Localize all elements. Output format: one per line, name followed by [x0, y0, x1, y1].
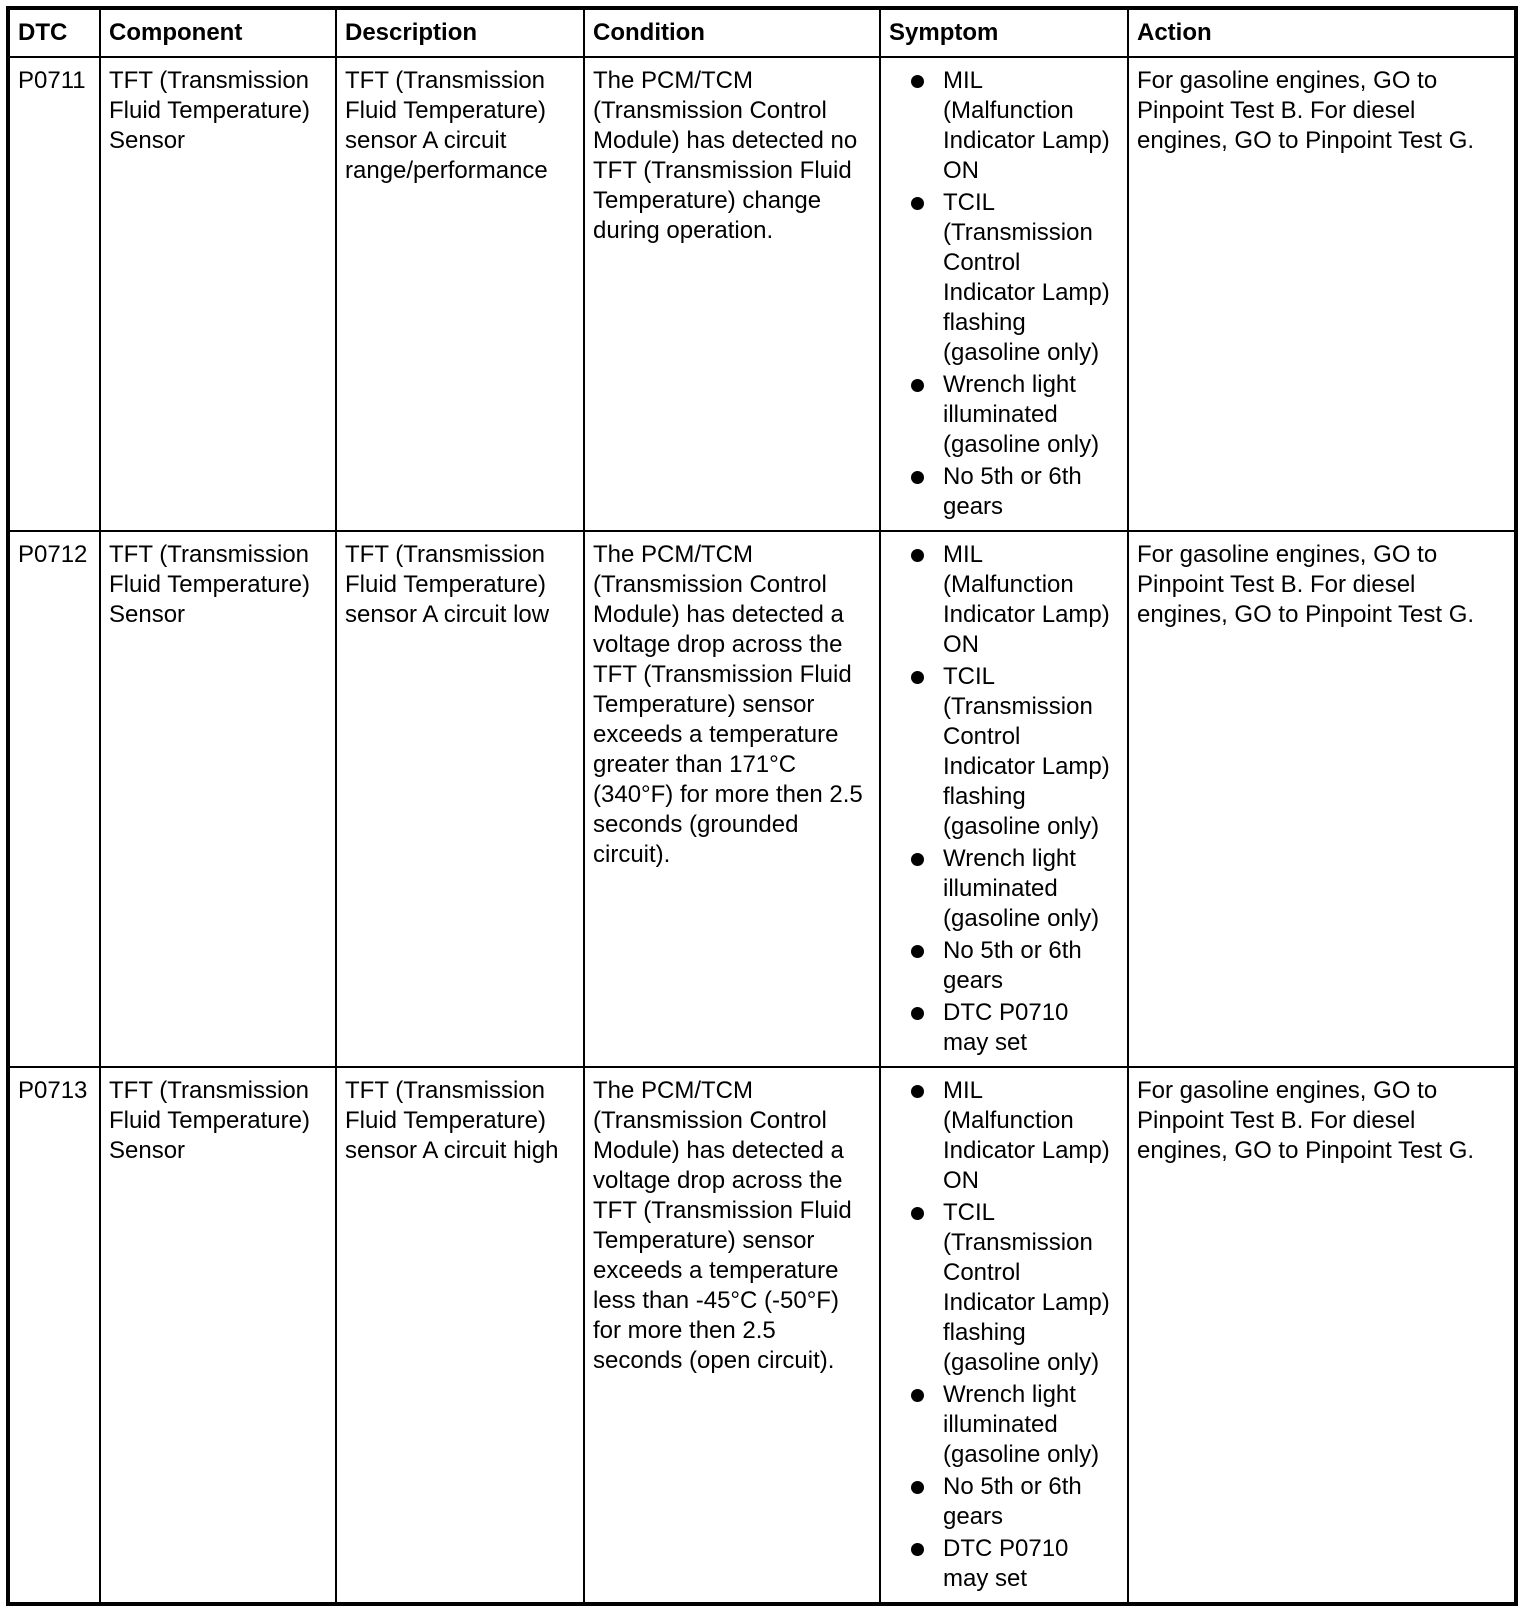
header-description: Description: [336, 8, 584, 57]
bullet-icon: [911, 945, 924, 958]
component-cell: TFT (Transmission Fluid Temperature) Sensor: [100, 57, 336, 531]
action-cell: For gasoline engines, GO to Pinpoint Test B. For diesel engines, GO to Pinpoint Test G.: [1128, 1067, 1516, 1604]
symptom-cell: [880, 531, 1128, 1067]
symptom-text: DTC P0710 may set: [943, 1535, 1069, 1592]
bullet-icon: [911, 1543, 924, 1556]
symptom-text: TCIL (Transmission Control Indicator Lamp) flashing (gasoline only): [943, 1199, 1110, 1376]
bullet-icon: [911, 1007, 924, 1020]
bullet-icon: [911, 1389, 924, 1402]
dtc-code: P0713: [8, 1067, 100, 1604]
bullet-icon: [911, 853, 924, 866]
symptom-item: [889, 1380, 1119, 1470]
symptom-item: [889, 1198, 1119, 1378]
symptom-text: No 5th or 6th gears: [943, 937, 1082, 994]
component-cell: TFT (Transmission Fluid Temperature) Sensor: [100, 531, 336, 1067]
document-page: [6, 6, 1514, 1606]
symptom-list: [889, 66, 1119, 522]
symptom-text: Wrench light illuminated (gasoline only): [943, 1381, 1100, 1468]
symptom-list: [889, 1076, 1119, 1594]
symptom-text: DTC P0710 may set: [943, 999, 1069, 1056]
condition-cell: The PCM/TCM (Transmission Control Module) has detected a voltage drop across the TFT (Transmission Fluid Temperature) sensor exceeds a temperature greater than 171°C (340°F) for more then 2.5 seconds (grounded circuit).: [584, 531, 880, 1067]
symptom-item: [889, 188, 1119, 368]
symptom-item: [889, 540, 1119, 660]
bullet-icon: [911, 1207, 924, 1220]
action-cell: For gasoline engines, GO to Pinpoint Test B. For diesel engines, GO to Pinpoint Test G.: [1128, 57, 1516, 531]
symptom-cell: [880, 57, 1128, 531]
header-condition: Condition: [584, 8, 880, 57]
description-cell: TFT (Transmission Fluid Temperature) sensor A circuit range/performance: [336, 57, 584, 531]
dtc-code: P0712: [8, 531, 100, 1067]
header-dtc: DTC: [8, 8, 100, 57]
symptom-item: [889, 844, 1119, 934]
symptom-text: Wrench light illuminated (gasoline only): [943, 845, 1100, 932]
dtc-table: [6, 6, 1518, 1606]
symptom-item: [889, 936, 1119, 996]
symptom-text: MIL (Malfunction Indicator Lamp) ON: [943, 1077, 1110, 1194]
bullet-icon: [911, 549, 924, 562]
symptom-item: [889, 998, 1119, 1058]
component-cell: TFT (Transmission Fluid Temperature) Sensor: [100, 1067, 336, 1604]
symptom-text: No 5th or 6th gears: [943, 1473, 1082, 1530]
bullet-icon: [911, 197, 924, 210]
symptom-item: [889, 662, 1119, 842]
header-row: [8, 8, 1516, 57]
symptom-text: MIL (Malfunction Indicator Lamp) ON: [943, 541, 1110, 658]
action-cell: For gasoline engines, GO to Pinpoint Test B. For diesel engines, GO to Pinpoint Test G.: [1128, 531, 1516, 1067]
condition-cell: The PCM/TCM (Transmission Control Module) has detected a voltage drop across the TFT (Transmission Fluid Temperature) sensor exceeds a temperature less than -45°C (-50°F) for more then 2.5 seconds (open circuit).: [584, 1067, 880, 1604]
bullet-icon: [911, 75, 924, 88]
description-cell: TFT (Transmission Fluid Temperature) sensor A circuit low: [336, 531, 584, 1067]
symptom-item: [889, 1534, 1119, 1594]
symptom-text: Wrench light illuminated (gasoline only): [943, 371, 1100, 458]
symptom-item: [889, 370, 1119, 460]
symptom-item: [889, 1076, 1119, 1196]
description-cell: TFT (Transmission Fluid Temperature) sensor A circuit high: [336, 1067, 584, 1604]
condition-cell: The PCM/TCM (Transmission Control Module) has detected no TFT (Transmission Fluid Temperature) change during operation.: [584, 57, 880, 531]
bullet-icon: [911, 1481, 924, 1494]
dtc-code: P0711: [8, 57, 100, 531]
table-row: [8, 1067, 1516, 1604]
symptom-text: TCIL (Transmission Control Indicator Lamp) flashing (gasoline only): [943, 663, 1110, 840]
header-action: Action: [1128, 8, 1516, 57]
table-row: [8, 57, 1516, 531]
symptom-cell: [880, 1067, 1128, 1604]
symptom-text: TCIL (Transmission Control Indicator Lamp) flashing (gasoline only): [943, 189, 1110, 366]
symptom-text: MIL (Malfunction Indicator Lamp) ON: [943, 67, 1110, 184]
bullet-icon: [911, 379, 924, 392]
symptom-item: [889, 462, 1119, 522]
symptom-text: No 5th or 6th gears: [943, 463, 1082, 520]
bullet-icon: [911, 1085, 924, 1098]
header-symptom: Symptom: [880, 8, 1128, 57]
symptom-list: [889, 540, 1119, 1058]
table-row: [8, 531, 1516, 1067]
header-component: Component: [100, 8, 336, 57]
bullet-icon: [911, 671, 924, 684]
symptom-item: [889, 1472, 1119, 1532]
bullet-icon: [911, 471, 924, 484]
symptom-item: [889, 66, 1119, 186]
